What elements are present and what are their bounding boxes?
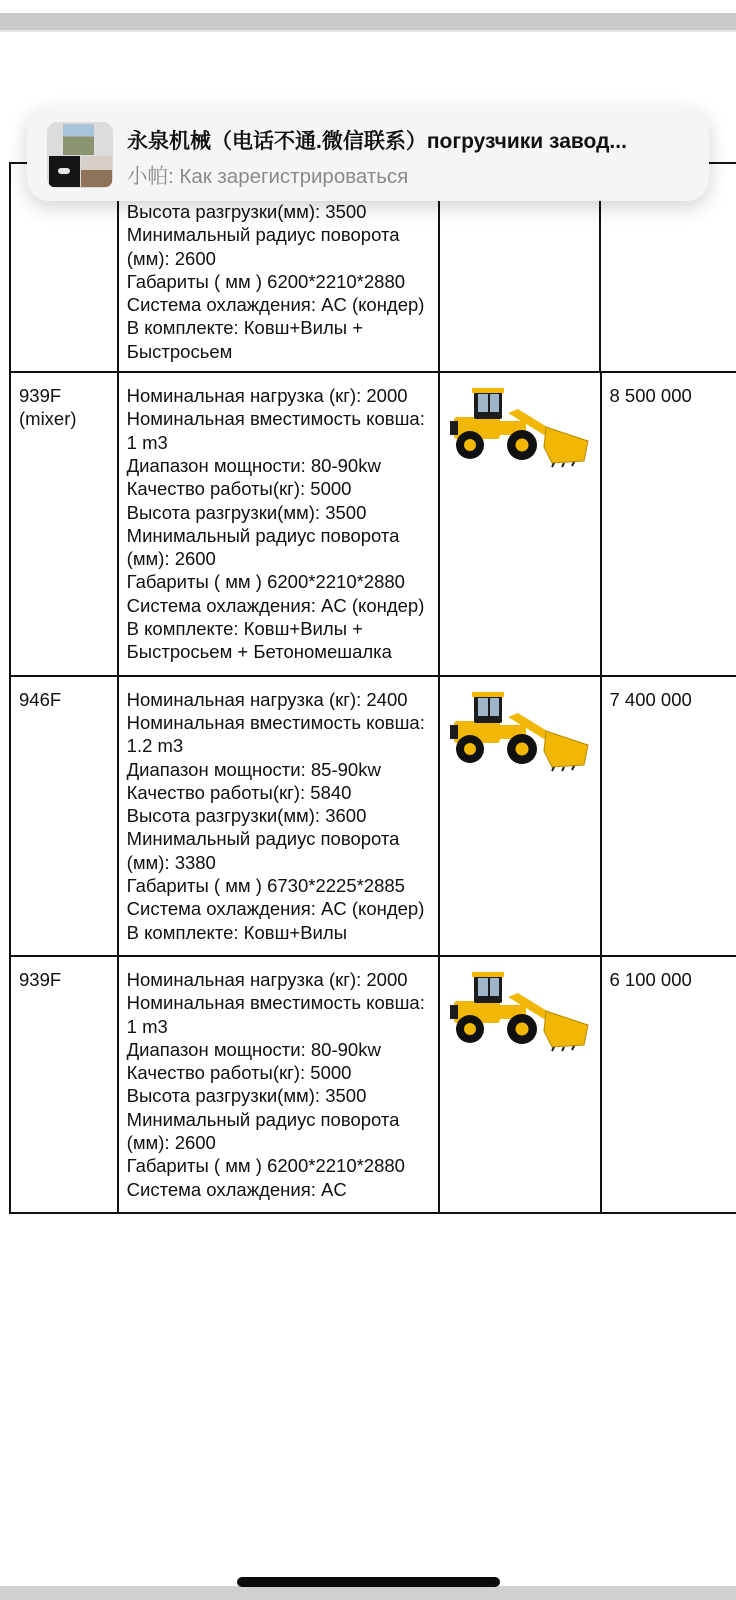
- price-cell: 7 400 000: [602, 677, 736, 955]
- price-cell: 8 500 000: [602, 373, 736, 675]
- wheel-loader-icon: [448, 383, 594, 471]
- spec-line: Диапазон мощности: 85-90kw: [126, 758, 381, 780]
- spec-line: Система охлаждения: AC (кондер): [126, 898, 425, 920]
- spec-line: Высота разгрузки(мм): 3500: [126, 201, 367, 222]
- spec-line: Минимальный радиус поворота (мм): 2600: [126, 1108, 400, 1153]
- spec-line: Минимальный радиус поворота (мм): 3380: [126, 828, 400, 873]
- spec-line: Габариты ( мм ) 6200*2210*2880: [126, 571, 405, 593]
- spec-line: Система охлаждения: AC (кондер): [126, 594, 425, 616]
- spec-line: Номинальная нагрузка (кг): 2000: [126, 968, 408, 990]
- spec-line: Высота разгрузки(мм): 3500: [126, 1085, 367, 1107]
- specs-cell: [119, 957, 440, 1212]
- model-cell: 939F (mixer): [11, 373, 119, 675]
- table-row: [11, 677, 736, 957]
- spec-line: В комплекте: Ковш+Вилы: [126, 921, 347, 943]
- spec-line: Диапазон мощности: 80-90kw: [126, 1038, 381, 1060]
- price-cell: 6 100 000: [602, 957, 736, 1212]
- spec-line: Система охлаждения: AC (кондер): [126, 294, 425, 316]
- spec-line: Номинальная вместимость ковша: 1 m3: [126, 408, 425, 453]
- wheel-loader-icon: [448, 687, 594, 775]
- photo-cell: [440, 373, 602, 675]
- spec-line: Габариты ( мм ) 6200*2210*2880: [126, 270, 406, 292]
- price-table: [9, 162, 736, 1214]
- spec-line: Номинальная вместимость ковша: 1 m3: [126, 992, 425, 1037]
- table-row: [11, 373, 736, 677]
- notification-message: 小帕: Как зарегистрироваться: [127, 165, 409, 188]
- photo-cell: [440, 677, 602, 955]
- spec-line: Качество работы(кг): 5840: [126, 781, 352, 803]
- specs-cell: [119, 373, 440, 675]
- top-status-strip: [0, 0, 736, 32]
- avatar-photo-2: [49, 156, 80, 187]
- model-cell: 946F: [11, 677, 119, 955]
- spec-line: Высота разгрузки(мм): 3500: [126, 501, 367, 523]
- bottom-strip: [0, 1586, 736, 1600]
- spec-line: Качество работы(кг): 5000: [126, 478, 352, 500]
- spec-line: Система охлаждения: AC: [126, 1178, 347, 1200]
- spec-line: Диапазон мощности: 80-90kw: [126, 454, 381, 476]
- spec-line: Номинальная нагрузка (кг): 2000: [126, 385, 408, 407]
- spec-line: Высота разгрузки(мм): 3600: [126, 805, 367, 827]
- spec-line: В комплекте: Ковш+Вилы + Быстросьем: [126, 317, 364, 362]
- specs-cell: [119, 677, 440, 955]
- notification-title: 永泉机械（电话不通.微信联系）погрузчики завод...: [127, 130, 627, 153]
- spec-line: Номинальная вместимость ковша: 1.2 m3: [126, 711, 425, 757]
- avatar-photo-1: [63, 124, 94, 155]
- photo-cell: [440, 957, 602, 1212]
- group-avatar: [47, 122, 113, 188]
- table-row: [11, 957, 736, 1214]
- model-cell: 939F: [11, 957, 119, 1212]
- spec-line: Минимальный радиус поворота (мм): 2600: [126, 524, 400, 570]
- spec-line: В комплекте: Ковш+Вилы + Быстросьем + Бетономешалка: [126, 618, 392, 663]
- home-indicator[interactable]: [237, 1577, 500, 1587]
- chat-notification-banner[interactable]: [27, 108, 709, 201]
- spec-line: Габариты ( мм ) 6200*2210*2880: [126, 1155, 405, 1177]
- spec-line: Номинальная нагрузка (кг): 2400: [126, 688, 408, 710]
- spec-line: Габариты ( мм ) 6730*2225*2885: [126, 875, 405, 897]
- spec-line: Качество работы(кг): 5000: [126, 1062, 352, 1084]
- avatar-photo-3: [81, 156, 112, 187]
- wheel-loader-icon: [448, 967, 594, 1055]
- spec-line: Минимальный радиус поворота (мм): 2600: [126, 224, 400, 269]
